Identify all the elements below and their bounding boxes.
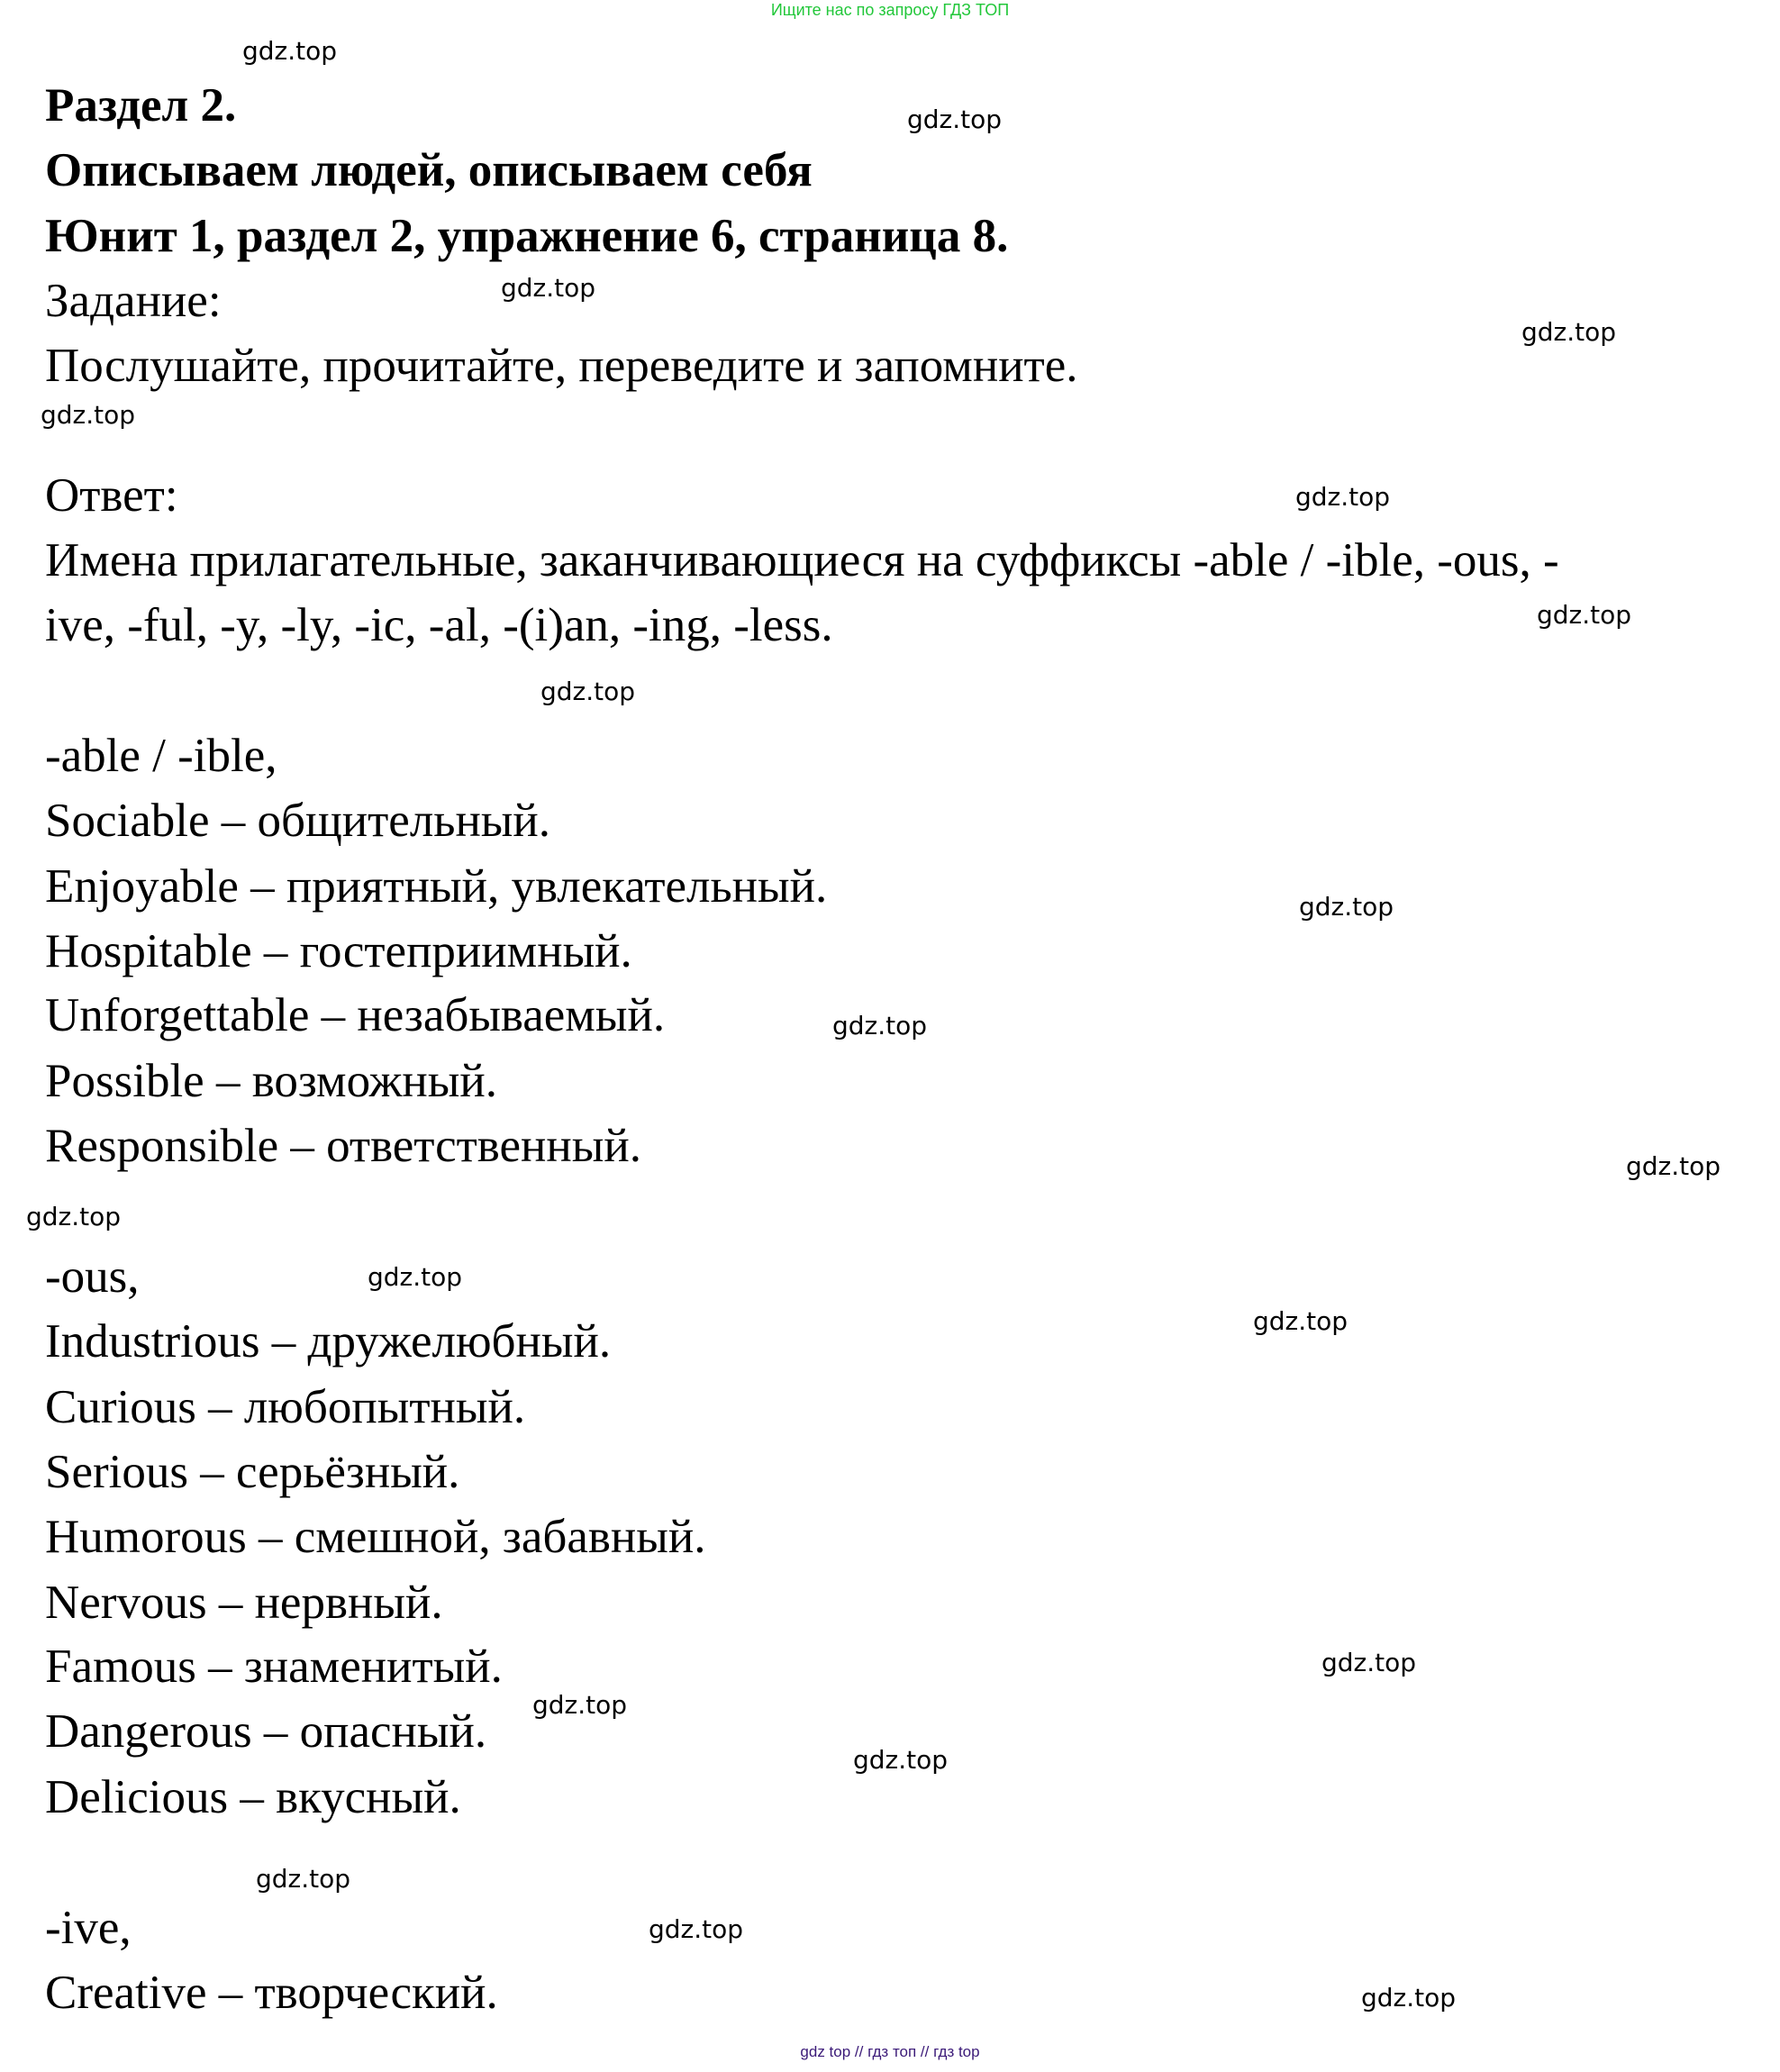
watermark: gdz.top [41, 400, 136, 430]
watermark: gdz.top [242, 36, 338, 66]
watermark: gdz.top [532, 1690, 628, 1720]
watermark: gdz.top [832, 1011, 928, 1041]
watermark: gdz.top [540, 677, 636, 706]
task-label: Задание: [45, 275, 222, 327]
word-item: Dangerous – опасный. [45, 1705, 487, 1758]
word-item: Responsible – ответственный. [45, 1120, 641, 1172]
word-item: Unforgettable – незабываемый. [45, 989, 666, 1041]
answer-intro: Имена прилагательные, заканчивающиеся на суффиксы -able / -ible, -ous, - [45, 534, 1559, 586]
watermark: gdz.top [1626, 1151, 1721, 1181]
suffix-heading: -ive, [45, 1902, 132, 1954]
watermark: gdz.top [1321, 1648, 1417, 1677]
suffix-heading: -ous, [45, 1250, 140, 1303]
watermark: gdz.top [501, 273, 596, 303]
footer-links: gdz top // гдз топ // гдз top [800, 2043, 980, 2060]
watermark: gdz.top [256, 1864, 351, 1894]
word-item: Sociable – общительный. [45, 795, 551, 847]
watermark: gdz.top [907, 105, 1003, 134]
answer-label: Ответ: [45, 469, 178, 522]
watermark: gdz.top [1299, 892, 1394, 922]
word-item: Possible – возможный. [45, 1055, 497, 1107]
word-item: Nervous – нервный. [45, 1577, 443, 1629]
answer-intro: ive, -ful, -y, -ly, -ic, -al, -(i)an, -ing, -less. [45, 599, 833, 651]
section-title: Описываем людей, описываем себя [45, 144, 813, 196]
suffix-heading: -able / -ible, [45, 730, 277, 782]
watermark: gdz.top [1521, 317, 1617, 347]
watermark: gdz.top [1537, 600, 1632, 630]
watermark: gdz.top [1253, 1306, 1349, 1336]
unit-heading: Юнит 1, раздел 2, упражнение 6, страница 8. [45, 210, 1009, 262]
word-item: Enjoyable – приятный, увлекательный. [45, 860, 828, 913]
word-item: Industrious – дружелюбный. [45, 1315, 612, 1368]
search-banner: Ищите нас по запросу ГДЗ ТОП [770, 1, 1010, 19]
word-item: Creative – творческий. [45, 1967, 498, 2019]
word-item: Serious – серьёзный. [45, 1446, 460, 1498]
word-item: Humorous – смешной, забавный. [45, 1511, 706, 1563]
watermark: gdz.top [368, 1262, 463, 1292]
task-text: Послушайте, прочитайте, переведите и запомните. [45, 340, 1078, 392]
word-item: Curious – любопытный. [45, 1381, 526, 1433]
watermark: gdz.top [1295, 482, 1391, 512]
word-item: Delicious – вкусный. [45, 1771, 461, 1823]
watermark: gdz.top [1361, 1983, 1457, 2013]
watermark: gdz.top [26, 1202, 122, 1231]
word-item: Hospitable – гостеприимный. [45, 925, 632, 977]
section-heading: Раздел 2. [45, 79, 237, 132]
watermark: gdz.top [853, 1745, 949, 1775]
word-item: Famous – знаменитый. [45, 1640, 503, 1693]
watermark: gdz.top [649, 1914, 744, 1944]
